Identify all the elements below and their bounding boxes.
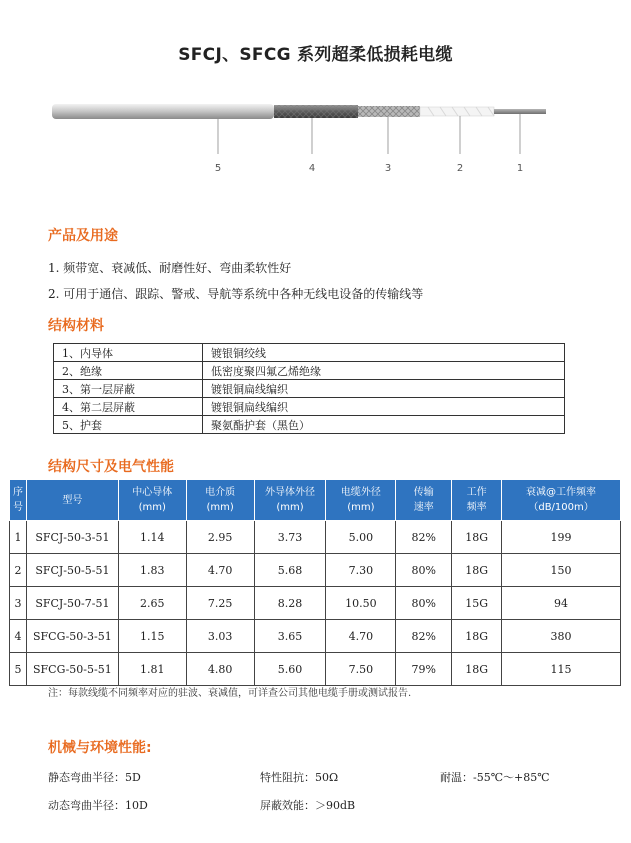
cell-value: 3.03	[186, 620, 254, 653]
cell-value: 82%	[396, 620, 452, 653]
layer-label-3: 3	[384, 163, 392, 174]
cell-value: 199	[502, 521, 621, 554]
cell-value: 80%	[396, 554, 452, 587]
layer-label-1: 1	[516, 163, 524, 174]
cell-value: 82%	[396, 521, 452, 554]
cell-value: 1.83	[118, 554, 186, 587]
cell-index: 2	[10, 554, 27, 587]
uses-item: 2. 可用于通信、跟踪、警戒、导航等系统中各种无线电设备的传输线等	[48, 287, 424, 301]
cell-value: 1.81	[118, 653, 186, 686]
header-frequency: 工作 频率	[452, 480, 502, 521]
material-value: 聚氨酯护套（黑色）	[203, 416, 565, 434]
table-row	[54, 416, 565, 434]
cell-index: 3	[10, 587, 27, 620]
cable-core	[494, 109, 546, 114]
table-row	[10, 653, 621, 686]
layer-label-4: 4	[308, 163, 316, 174]
cell-value: 4.70	[326, 620, 396, 653]
material-value: 镀银铜绞线	[203, 344, 565, 362]
table-row	[54, 380, 565, 398]
layer-label-2: 2	[456, 163, 464, 174]
table-row	[10, 620, 621, 653]
table-row	[54, 344, 565, 362]
cell-value: 15G	[452, 587, 502, 620]
impedance: 特性阻抗：50Ω	[260, 771, 339, 784]
header-attenuation: 衰减@工作频率 （dB/100m）	[502, 480, 621, 521]
material-part: 3、第一层屏蔽	[54, 380, 203, 398]
table-row	[10, 521, 621, 554]
cell-value: 5.00	[326, 521, 396, 554]
cell-value: 4.70	[186, 554, 254, 587]
cell-value: 2.95	[186, 521, 254, 554]
cell-index: 5	[10, 653, 27, 686]
table-row	[54, 362, 565, 380]
cell-value: 3.73	[254, 521, 326, 554]
header-center-conductor: 中心导体 (mm)	[118, 480, 186, 521]
cell-value: 5.68	[254, 554, 326, 587]
cell-value: 3.65	[254, 620, 326, 653]
cell-value: 2.65	[118, 587, 186, 620]
cell-index: 1	[10, 521, 27, 554]
cell-value: 7.50	[326, 653, 396, 686]
uses-item: 1. 频带宽、衰减低、耐磨性好、弯曲柔软性好	[48, 261, 292, 275]
table-header-row	[10, 480, 621, 521]
cell-value: 7.25	[186, 587, 254, 620]
cell-value: 79%	[396, 653, 452, 686]
material-part: 5、护套	[54, 416, 203, 434]
cell-value: 380	[502, 620, 621, 653]
materials-heading: 结构材料	[48, 318, 104, 334]
cell-value: 18G	[452, 554, 502, 587]
specs-heading: 结构尺寸及电气性能	[48, 459, 174, 475]
cell-model: SFCJ-50-3-51	[26, 521, 118, 554]
cell-value: 1.15	[118, 620, 186, 653]
cell-value: 1.14	[118, 521, 186, 554]
cell-value: 115	[502, 653, 621, 686]
cell-value: 4.80	[186, 653, 254, 686]
cell-value: 18G	[452, 653, 502, 686]
header-velocity: 传输 速率	[396, 480, 452, 521]
cell-value: 18G	[452, 620, 502, 653]
cell-value: 8.28	[254, 587, 326, 620]
material-part: 2、绝缘	[54, 362, 203, 380]
cell-value: 94	[502, 587, 621, 620]
material-part: 4、第二层屏蔽	[54, 398, 203, 416]
material-value: 低密度聚四氟乙烯绝缘	[203, 362, 565, 380]
header-outer-conductor: 外导体外径 (mm)	[254, 480, 326, 521]
layer-label-5: 5	[214, 163, 222, 174]
cell-value: 5.60	[254, 653, 326, 686]
shielding-effectiveness: 屏蔽效能：＞90dB	[260, 799, 356, 812]
cell-model: SFCJ-50-7-51	[26, 587, 118, 620]
header-cable-od: 电缆外径 (mm)	[326, 480, 396, 521]
dynamic-bend-radius: 动态弯曲半径：10D	[48, 799, 148, 812]
cell-value: 10.50	[326, 587, 396, 620]
static-bend-radius: 静态弯曲半径：5D	[48, 771, 141, 784]
specs-note: 注：每款线缆不同频率对应的驻波、衰减值，可详查公司其他电缆手册或测试报告.	[48, 688, 412, 699]
table-row	[10, 554, 621, 587]
materials-table	[53, 343, 565, 434]
cell-model: SFCG-50-5-51	[26, 653, 118, 686]
table-row	[54, 398, 565, 416]
cell-value: 80%	[396, 587, 452, 620]
cell-index: 4	[10, 620, 27, 653]
cell-value: 150	[502, 554, 621, 587]
cell-value: 18G	[452, 521, 502, 554]
table-row	[10, 587, 621, 620]
header-model: 型号	[26, 480, 118, 521]
cable-jacket	[52, 104, 274, 119]
material-value: 镀银铜扁线编织	[203, 398, 565, 416]
cell-model: SFCG-50-3-51	[26, 620, 118, 653]
header-index: 序 号	[10, 480, 27, 521]
mechanical-heading: 机械与环境性能:	[48, 740, 152, 756]
cell-model: SFCJ-50-5-51	[26, 554, 118, 587]
uses-heading: 产品及用途	[48, 228, 118, 244]
specs-table	[9, 479, 621, 686]
header-dielectric: 电介质 (mm)	[186, 480, 254, 521]
cable-illustration	[0, 96, 631, 186]
temperature-range: 耐温：-55℃～+85℃	[440, 771, 550, 784]
page-title: SFCJ、SFCG 系列超柔低损耗电缆	[178, 45, 453, 65]
material-part: 1、内导体	[54, 344, 203, 362]
cell-value: 7.30	[326, 554, 396, 587]
material-value: 镀银铜扁线编织	[203, 380, 565, 398]
